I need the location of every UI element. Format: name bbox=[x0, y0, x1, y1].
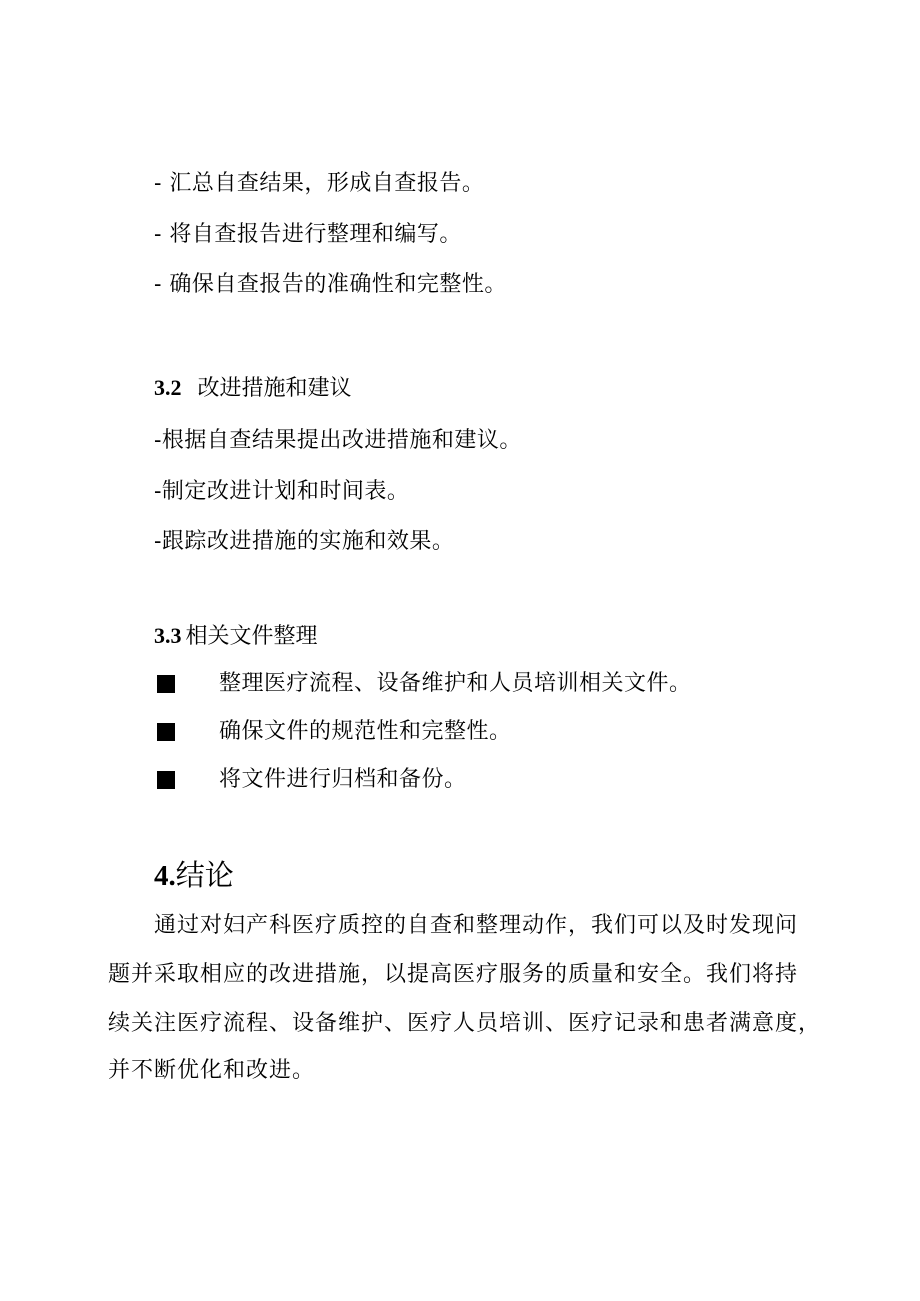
list-item: 将文件进行归档和备份。 bbox=[219, 767, 467, 792]
list-item: - 将自查报告进行整理和编写。 bbox=[154, 222, 462, 247]
square-bullet-icon bbox=[157, 771, 175, 789]
paragraph-line: 续关注医疗流程、设备维护、医疗人员培训、医疗记录和患者满意度， bbox=[108, 1011, 822, 1036]
section-title: 结论 bbox=[175, 858, 234, 892]
paragraph-line: 并不断优化和改进。 bbox=[108, 1058, 316, 1083]
section-heading-3-2 bbox=[154, 373, 352, 404]
list-item: 确保文件的规范性和完整性。 bbox=[219, 719, 512, 744]
square-bullet-icon bbox=[157, 723, 175, 741]
section-number: 3.2 bbox=[154, 375, 182, 400]
section-number: 3.3 bbox=[154, 623, 182, 648]
paragraph-line: 题并采取相应的改进措施，以提高医疗服务的质量和安全。我们将持 bbox=[108, 962, 799, 987]
list-item: -跟踪改进措施的实施和效果。 bbox=[154, 529, 455, 554]
section-title: 相关文件整理 bbox=[185, 624, 318, 649]
section-number: 4. bbox=[154, 860, 176, 892]
paragraph-line: 通过对妇产科医疗质控的自查和整理动作，我们可以及时发现问 bbox=[154, 913, 799, 938]
square-bullet-icon bbox=[157, 675, 175, 693]
list-item: 整理医疗流程、设备维护和人员培训相关文件。 bbox=[219, 671, 692, 696]
section-heading-4 bbox=[154, 857, 234, 894]
section-heading-3-3 bbox=[154, 621, 318, 652]
list-item: -根据自查结果提出改进措施和建议。 bbox=[154, 428, 522, 453]
list-item: - 汇总自查结果，形成自查报告。 bbox=[154, 171, 485, 196]
list-item: -制定改进计划和时间表。 bbox=[154, 479, 410, 504]
list-item: - 确保自查报告的准确性和完整性。 bbox=[154, 272, 507, 297]
section-title: 改进措施和建议 bbox=[197, 376, 352, 401]
